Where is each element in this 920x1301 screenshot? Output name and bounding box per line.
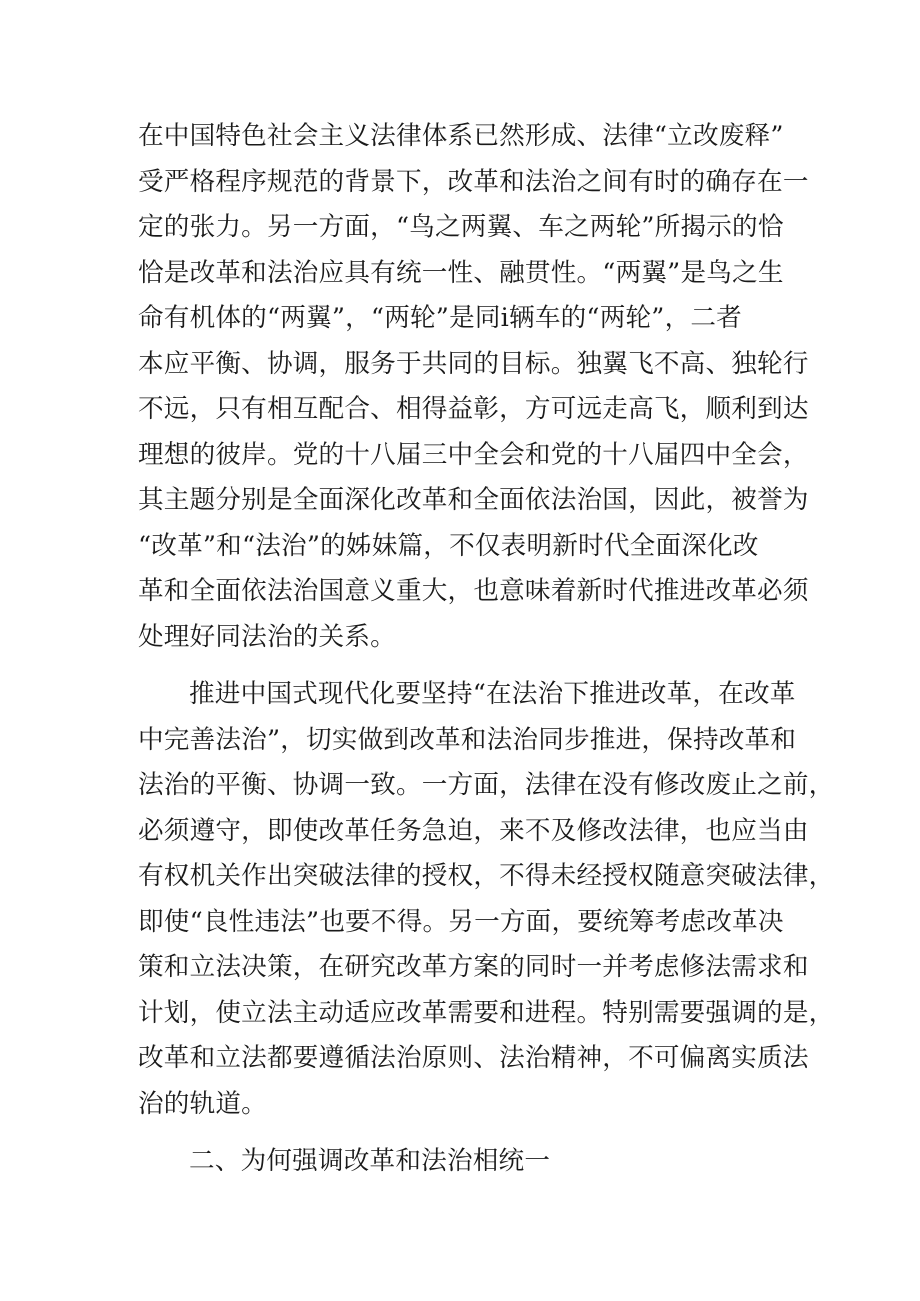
text-line: 其主题分别是全面深化改革和全面依法治国，因此，被誉为 — [138, 485, 809, 515]
text-line: 在中国特色社会主义法律体系已然形成、法律“立改废释” — [138, 121, 784, 151]
text-line: 命有机体的“两翼”，“两轮”是同i辆车的“两轮”，二者 — [138, 303, 742, 333]
paragraph-2 — [138, 672, 835, 1127]
text-line: 有权机关作出突破法律的授权，不得未经授权随意突破法律， — [138, 861, 835, 891]
text-line: 改革和立法都要遵循法治原则、法治精神，不可偏离实质法 — [138, 1043, 809, 1073]
text-line: 理想的彼岸。党的十八届三中全会和党的十八届四中全会， — [138, 439, 809, 470]
text-line: 治的轨道。 — [138, 1088, 267, 1119]
text-line: 推进中国式现代化要坚持“在法治下推进改革，在改革 — [189, 679, 796, 709]
paragraph-1 — [138, 114, 809, 660]
text-line: 计划，使立法主动适应改革需要和进程。特别需要强调的是， — [138, 997, 835, 1028]
paragraph-spacer — [138, 660, 788, 672]
section-heading: 二、为何强调改革和法治相统一 — [189, 1146, 551, 1176]
text-line: “改革”和“法治”的姊妹篇，不仅表明新时代全面深化改 — [138, 530, 759, 561]
text-line: 本应平衡、协调，服务于共同的目标。独翼飞不高、独轮行 — [138, 348, 809, 379]
heading-spacer — [138, 1127, 788, 1139]
text-line: 中完善法治”，切实做到改革和法治同步推进，保持改革和 — [138, 724, 797, 755]
document-body — [138, 114, 835, 1185]
text-line: 受严格程序规范的背景下，改革和法治之间有时的确存在一 — [138, 166, 809, 197]
text-line: 革和全面依法治国意义重大，也意味着新时代推进改革必须 — [138, 576, 809, 606]
text-line: 恰是改革和法治应具有统一性、融贯性。“两翼”是鸟之生 — [138, 257, 784, 288]
text-line: 即使“良性违法”也要不得。另一方面，要统筹考虑改革决 — [138, 906, 784, 937]
text-line: 定的张力。另一方面，“鸟之两翼、车之两轮”所揭示的恰 — [138, 212, 784, 242]
text-line: 不远，只有相互配合、相得益彰，方可远走高飞，顺利到达 — [138, 394, 809, 424]
text-line: 策和立法决策，在研究改革方案的同时一并考虑修法需求和 — [138, 952, 809, 982]
text-line: 处理好同法治的关系。 — [138, 621, 396, 652]
text-line: 法治的平衡、协调一致。一方面，法律在没有修改废止之前， — [138, 770, 835, 800]
text-line: 必须遵守，即使改革任务急迫，来不及修改法律，也应当由 — [138, 815, 809, 846]
